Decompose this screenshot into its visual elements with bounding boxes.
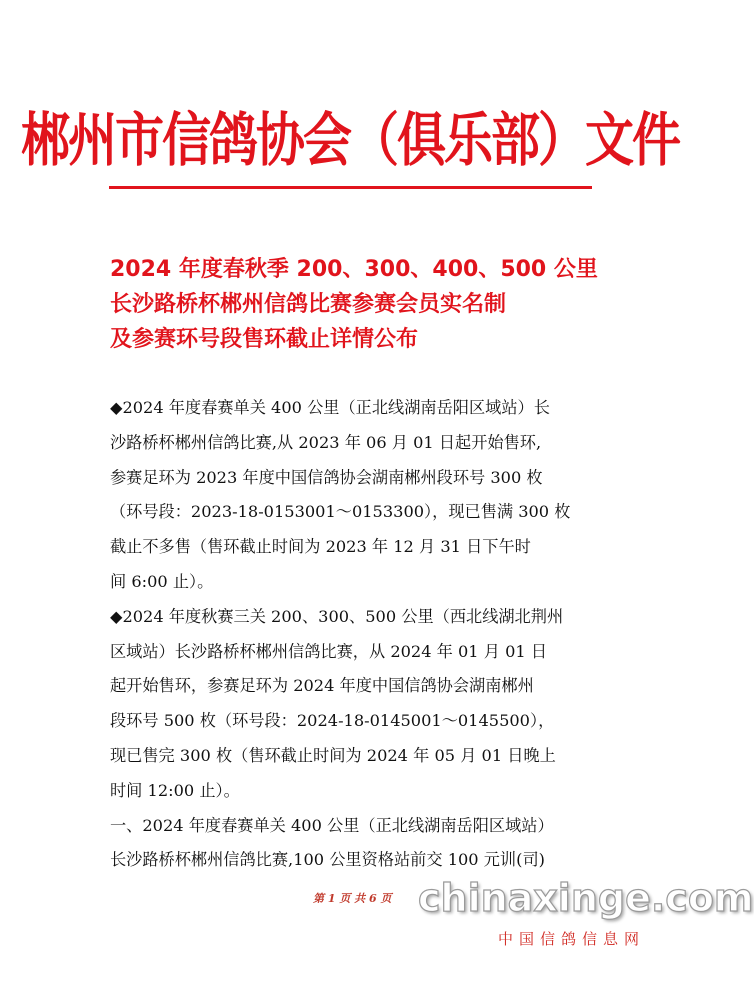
body-line: 区域站）长沙路桥杯郴州信鸽比赛，从 2024 年 01 月 01 日 [110, 641, 548, 661]
document-title-line: 2024 年度春秋季 200、300、400、500 公里 [110, 257, 598, 282]
body-line: 一、2024 年度春赛单关 400 公里（正北线湖南岳阳区域站） [110, 815, 554, 835]
body-line: ◆2024 年度春赛单关 400 公里（正北线湖南岳阳区域站）长 [110, 398, 550, 417]
body-line: 沙路桥杯郴州信鸽比赛,从 2023 年 06 月 01 日起开始售环, [110, 432, 542, 452]
watermark-domain: chinaxinge.com [418, 876, 754, 920]
header-red-rule [109, 186, 592, 189]
document-title-line: 长沙路桥杯郴州信鸽比赛参赛会员实名制 [110, 292, 507, 317]
body-line: （环号段：2023-18-0153001～0153300），现已售满 300 枚 [110, 502, 571, 522]
body-line: ◆2024 年度秋赛三关 200、300、500 公里（西北线湖北荆州 [110, 606, 564, 626]
body-line: 起开始售环，参赛足环为 2024 年度中国信鸽协会湖南郴州 [110, 676, 534, 696]
body-line: 间 6:00 止）。 [110, 571, 214, 591]
body-line: 时间 12:00 止）。 [110, 780, 240, 800]
watermark-site-name: 中国信鸽信息网 [498, 930, 646, 948]
body-line: 截止不多售（售环截止时间为 2023 年 12 月 31 日下午时 [110, 537, 531, 557]
body-line: 参赛足环为 2023 年度中国信鸽协会湖南郴州段环号 300 枚 [110, 467, 543, 487]
body-line: 现已售完 300 枚（售环截止时间为 2024 年 05 月 01 日晚上 [110, 745, 556, 765]
document-header-title: 郴州市信鸽协会（俱乐部）文件 [20, 106, 679, 175]
document-title [110, 252, 630, 357]
body-line: 段环号 500 枚（环号段：2024-18-0145001～0145500）， [110, 711, 555, 731]
document-body [110, 391, 630, 878]
body-line: 长沙路桥杯郴州信鸽比赛,100 公里资格站前交 100 元训(司) [110, 850, 545, 870]
page-number-footer: 第 1 页 共 6 页 [313, 892, 392, 905]
document-title-line: 及参赛环号段售环截止详情公布 [110, 327, 419, 352]
